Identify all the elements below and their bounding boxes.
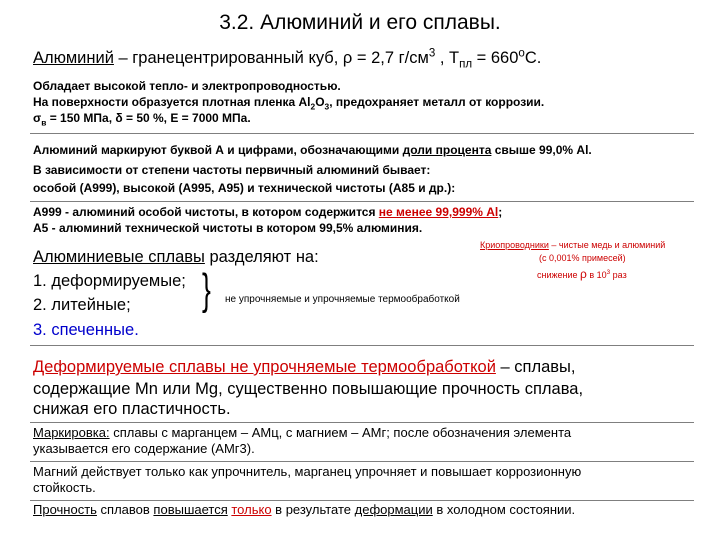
increases-word: повышается xyxy=(153,502,228,517)
props-sub-2: 2 xyxy=(310,101,316,112)
alloy-type-1: 1. деформируемые; xyxy=(33,272,186,290)
aluminium-term: Алюминий xyxy=(33,49,114,67)
marking-line-2: В зависимости от степени частоты первичный алюминий бывает: xyxy=(33,163,431,177)
strength-s1: сплавов xyxy=(96,502,154,517)
definition-text-2: , Т xyxy=(435,49,460,67)
only-word: только xyxy=(231,502,272,517)
props-sub-3: 3 xyxy=(324,101,330,112)
mark2-line-1 xyxy=(33,425,571,440)
props-line-2a: На поверхности образуется плотная пленка Al xyxy=(33,95,311,109)
cryo-line-2: (с 0,001% примесей) xyxy=(539,253,626,263)
definition-text-3: = 660 xyxy=(472,49,519,67)
sup-3: 3 xyxy=(428,47,436,60)
brace-symbol: } xyxy=(202,265,211,314)
marking-line-3: особой (А999), высокой (А995, А95) и технической чистоты (А85 и др.): xyxy=(33,181,456,195)
purity-highlight: не менее 99,999% Al xyxy=(378,205,499,219)
strength-word: Прочность xyxy=(33,502,97,517)
page-title: 3.2. Алюминий и его сплавы. xyxy=(219,11,501,34)
sigma-symbol: σ xyxy=(33,111,42,125)
deform-heading: Деформируемые сплавы не упрочняемые термообработкой xyxy=(33,358,496,376)
aluminium-definition xyxy=(33,47,542,71)
cryo-line-3a: снижение xyxy=(537,270,581,280)
cryo-line-3b: в 10 xyxy=(586,270,607,280)
cryo-rho: ρ xyxy=(580,267,587,281)
cryo-line-1 xyxy=(480,240,665,250)
props-line-2c: , предохраняет металл от коррозии. xyxy=(329,95,545,109)
strength-line xyxy=(33,502,575,517)
props-line-2 xyxy=(33,95,545,112)
props-line-1: Обладает высокой тепло- и электропроводностью. xyxy=(33,79,341,93)
alloy-type-3: 3. спеченные. xyxy=(33,321,139,339)
cryo-line-3 xyxy=(537,267,627,281)
marking-line-1 xyxy=(33,143,592,157)
alloy-type-2: 2. литейные; xyxy=(33,296,131,314)
mark2-line-1-text: сплавы с марганцем – АМц, с магнием – АМг; после обозначения элемента xyxy=(109,425,572,440)
deformation-word: деформации xyxy=(354,502,433,517)
mark2-line-2: указывается его содержание (АМг3). xyxy=(33,441,255,456)
cryo-sup: 3 xyxy=(606,269,611,276)
alloys-heading-rest: разделяют на: xyxy=(204,248,319,266)
marking-fraction-term: доли процента xyxy=(402,143,492,157)
divider-6 xyxy=(30,500,694,501)
props-line-3 xyxy=(33,111,251,128)
divider-3 xyxy=(30,345,694,346)
sup-degree: о xyxy=(518,47,525,60)
divider-5 xyxy=(30,461,694,462)
mg-line-2: стойкость. xyxy=(33,480,96,495)
sub-pl: пл xyxy=(459,58,473,71)
props-line-2b: O xyxy=(315,95,325,109)
strength-s4: в холодном состоянии. xyxy=(432,502,576,517)
mg-line-1: Магний действует только как упрочнитель, марганец упрочняет и повышает коррозионную xyxy=(33,464,582,479)
deform-line-3: снижая его пластичность. xyxy=(33,400,231,418)
divider-2 xyxy=(30,201,694,202)
deform-line-1 xyxy=(33,358,575,377)
grades-line-1b: ; xyxy=(498,205,503,219)
cryo-line-3c: раз xyxy=(610,270,627,280)
sigma-sub: в xyxy=(41,117,47,128)
grades-line-2: А5 - алюминий технической чистоты в котором 99,5% алюминия. xyxy=(33,221,423,235)
alloys-heading xyxy=(33,248,319,267)
deform-line-2: содержащие Mn или Mg, существенно повышающие прочность сплава, xyxy=(33,380,584,398)
marking-label: Маркировка: xyxy=(33,425,110,440)
divider-1 xyxy=(30,133,694,134)
marking-line-1b: свыше 99,0% Al. xyxy=(491,143,592,157)
marking-line-1a: Алюминий маркируют буквой А и цифрами, обозначающими xyxy=(33,143,403,157)
divider-4 xyxy=(30,422,694,423)
deform-rest-1: – сплавы, xyxy=(495,358,576,376)
grades-line-1 xyxy=(33,205,502,219)
strength-s3: в результате xyxy=(271,502,355,517)
definition-text-4: С. xyxy=(524,49,542,67)
alloys-heading-term: Алюминиевые сплавы xyxy=(33,248,205,266)
props-line-3b: = 150 МПа, δ = 50 %, Е = 7000 МПа. xyxy=(46,111,251,125)
cryo-line-1b: – чистые медь и алюминий xyxy=(548,240,666,250)
definition-text: – гранецентрированный куб, ρ = 2,7 г/см xyxy=(113,49,429,67)
cryo-term: Криопроводники xyxy=(480,240,549,250)
grades-line-1a: А999 - алюминий особой чистоты, в котором содержится xyxy=(33,205,379,219)
brace-note: не упрочняемые и упрочняемые термообработкой xyxy=(225,294,460,305)
